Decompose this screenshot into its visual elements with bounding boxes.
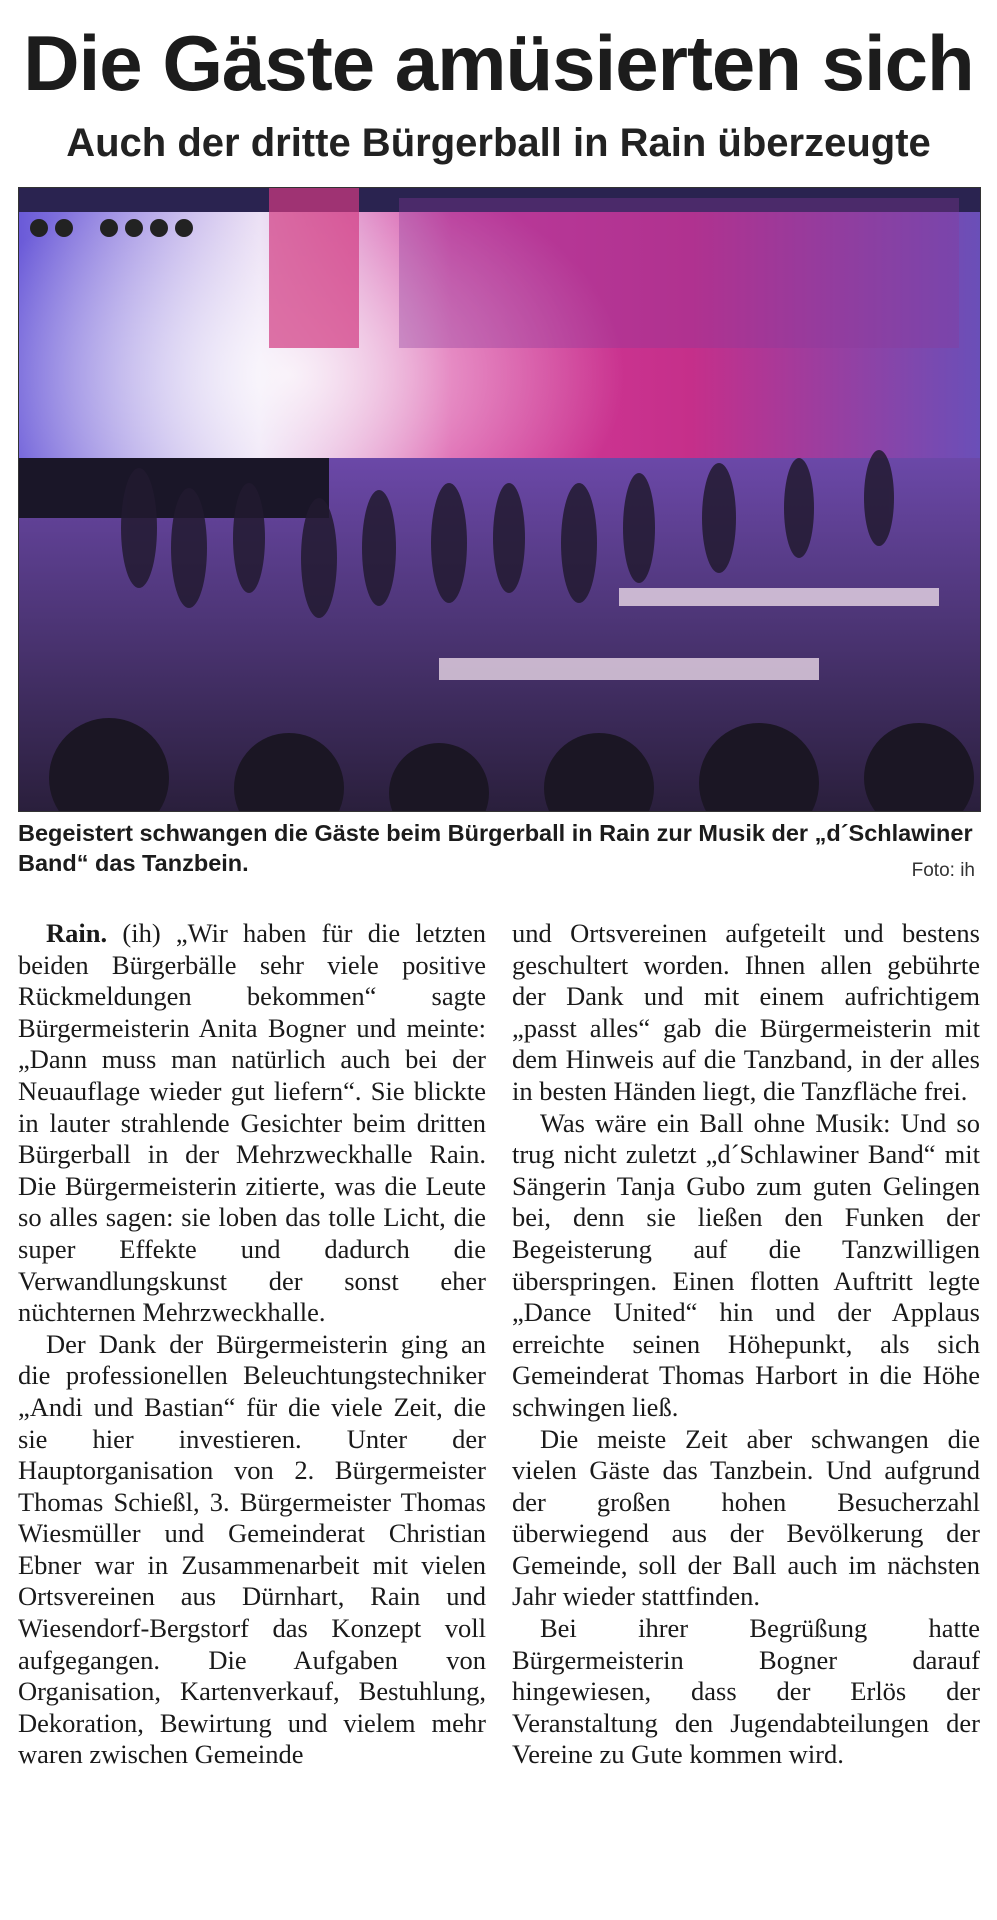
paragraph: Der Dank der Bürgermeisterin ging an die professionellen Beleuchtungstechniker „Andi und Bastian“ für die viele Zeit, die sie hier investieren. Unter der Hauptorganisation von 2. Bürgermeister Thomas Schießl, 3. Bürgermeister Thomas Wiesmüller und Gemeinderat Christian Ebner war in Zusammenarbeit mit vielen Ortsvereinen aus Dürnhart, Rain und Wiesendorf-Bergstorf das Konzept voll aufgegangen. Die Aufgaben von Organisation, Kartenverkauf, Bestuhlung, Dekoration, Bewirtung und vielem mehr waren zwischen Gemeinde bbox=[18, 1328, 486, 1770]
article-column-1 bbox=[18, 918, 486, 1771]
article-column-2 bbox=[512, 918, 980, 1771]
paragraph: Bei ihrer Begrüßung hatte Bürgermeisterin Bogner darauf hingewiesen, dass der Erlös der Veranstaltung den Jugendabteilungen der Vereine zu Gute kommen wird. bbox=[512, 1613, 980, 1770]
paragraph-text: (ih) „Wir haben für die letzten beiden Bürgerbälle sehr viele positive Rückmeldungen bekommen“ sagte Bürgermeisterin Anita Bogner und meinte: „Dann muss man natürlich auch bei der Neuauflage wieder gut liefern“. Sie blickte in lauter strahlende Gesichter beim dritten Bürgerball in der Mehrzweckhalle Rain. Die Bürgermeisterin zitierte, was die Leute so alles sagen: sie loben das tolle Licht, die super Effekte und dadurch die Verwandlungskunst der sonst eher nüchternen Mehrzweckhalle. bbox=[18, 918, 486, 1328]
dateline: Rain. bbox=[46, 918, 108, 948]
subheadline: Auch der dritte Bürgerball in Rain überzeugte bbox=[66, 121, 931, 165]
paragraph: Was wäre ein Ball ohne Musik: Und so trug nicht zuletzt „d´Schlawiner Band“ mit Sängerin Tanja Gubo zum guten Gelingen bei, denn sie ließen den Funken der Begeisterung auf die Tanzwilligen überspringen. Einen flotten Auftritt legte „Dance United“ hin und der Applaus erreichte seinen Höhepunkt, als sich Gemeinderat Thomas Harbort in die Höhe schwingen ließ. bbox=[512, 1107, 980, 1422]
photo-credit: Foto: ih bbox=[911, 860, 975, 881]
paragraph: Die meiste Zeit aber schwangen die vielen Gäste das Tanzbein. Und aufgrund der großen hohen Besucherzahl überwiegend aus der Bevölkerung der Gemeinde, soll der Ball auch im nächsten Jahr wieder stattfinden. bbox=[512, 1423, 980, 1612]
headline: Die Gäste amüsierten sich bbox=[23, 19, 974, 107]
article-photo bbox=[18, 187, 981, 812]
paragraph bbox=[18, 918, 486, 1329]
photo-caption: Begeistert schwangen die Gäste beim Bürgerball in Rain zur Musik der „d´Schlawiner Band“ das Tanzbein. bbox=[18, 820, 973, 876]
paragraph: und Ortsvereinen aufgeteilt und bestens geschultert worden. Ihnen allen gebührte der Dank und mit einem aufrichtigem „passt alles“ gab die Bürgermeisterin mit dem Hinweis auf die Tanzband, in der alles in besten Händen liegt, die Tanzfläche frei. bbox=[512, 918, 980, 1106]
